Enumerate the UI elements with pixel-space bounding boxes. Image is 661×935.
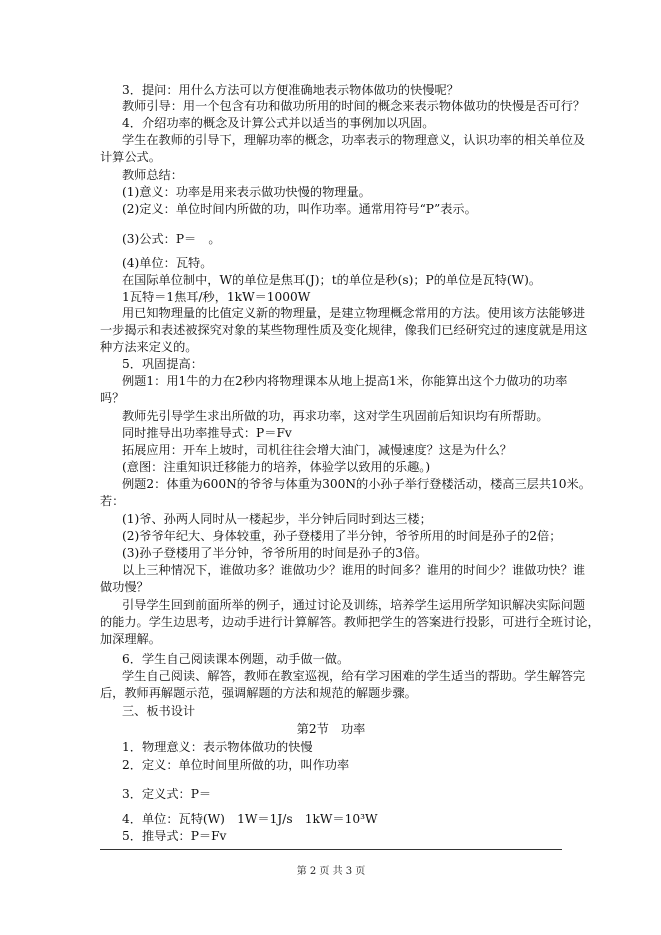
text-line: 1．物理意义：表示物体做功的快慢 — [122, 740, 313, 754]
text-line: 3．提问：用什么方法可以方便准确地表示物体做功的快慢呢？ — [122, 83, 459, 97]
text-line: 做功慢？ — [100, 580, 149, 594]
text-line: 4．介绍功率的概念及计算公式并以适当的事例加以巩固。 — [122, 116, 435, 130]
footer-divider — [100, 849, 562, 850]
text-line: 引导学生回到前面所举的例子，通过讨论及训练，培养学生运用所学知识解决实际问题 — [122, 598, 586, 612]
text-line: 以上三种情况下，谁做功多？谁做功少？谁用的时间多？谁用的时间少？谁做功快？谁 — [122, 563, 586, 577]
text-line: 在国际单位制中，W的单位是焦耳(J)；t的单位是秒(s)；P的单位是瓦特(W)。 — [122, 273, 542, 287]
text-line: 加深理解。 — [100, 632, 161, 646]
text-line: 教师引导：用一个包含有功和做功所用的时间的概念来表示物体做功的快慢是否可行？ — [122, 99, 586, 113]
text-line: (1)意义：功率是用来表示做功快慢的物理量。 — [122, 185, 371, 199]
text-line: 用已知物理量的比值定义新的物理量，是建立物理概念常用的方法。使用该方法能够进 — [122, 306, 586, 320]
text-line: (3)公式：P＝ 。 — [122, 232, 221, 246]
text-line: 三、板书设计 — [122, 704, 196, 718]
text-line: 教师总结： — [122, 168, 183, 182]
text-line: 拓展应用：开车上坡时，司机往往会增大油门，减慢速度？这是为什么？ — [122, 443, 512, 457]
text-line: 计算公式。 — [100, 150, 161, 164]
text-line: 1瓦特＝1焦耳/秒，1kW＝1000W — [122, 290, 311, 304]
text-line: (1)爷、孙两人同时从一楼起步，半分钟后同时到达三楼； — [122, 512, 432, 526]
text-line: 5．巩固提高： — [122, 357, 203, 371]
text-line: 后，教师再解题示范，强调解题的方法和规范的解题步骤。 — [100, 686, 417, 700]
text-line: 若： — [100, 494, 125, 508]
text-line: 4．单位：瓦特(W) 1W＝1J/s 1kW＝10³W — [122, 812, 378, 826]
text-line: (意图：注重知识迁移能力的培养，体验学以致用的乐趣。) — [122, 460, 431, 474]
text-line: (2)定义：单位时间内所做的功，叫作功率。通常用符号“P”表示。 — [122, 202, 477, 216]
text-line: 学生自己阅读、解答，教师在教室巡视，给有学习困难的学生适当的帮助。学生解答完 — [122, 669, 586, 683]
text-line: 种方法来定义的。 — [100, 340, 198, 354]
text-line: 同时推导出功率推导式：P＝Fv — [122, 426, 292, 440]
text-line: 一步揭示和表述被探究对象的某些物理性质及变化规律，像我们已经研究过的速度就是用这 — [100, 323, 588, 337]
text-line: 3．定义式：P＝ — [122, 787, 212, 801]
text-line: (4)单位：瓦特。 — [122, 256, 213, 270]
board-section-title: 第2节 功率 — [296, 722, 366, 736]
text-line: (2)爷爷年纪大、身体较重，孙子登楼用了半分钟，爷爷所用的时间是孙子的2倍； — [122, 529, 562, 543]
text-line: 例题2：体重为600N的爷爷与体重为300N的小孙子举行登楼活动，楼高三层共10米。 — [122, 477, 591, 491]
text-line: 例题1：用1牛的力在2秒内将物理课本从地上提高1米，你能算出这个力做功的功率 — [122, 374, 568, 388]
text-line: 教师先引导学生求出所做的功，再求功率，这对学生巩固前后知识均有所帮助。 — [122, 409, 549, 423]
text-line: (3)孙子登楼用了半分钟，爷爷所用的时间是孙子的3倍。 — [122, 546, 428, 560]
text-line: 2．定义：单位时间里所做的功，叫作功率 — [122, 758, 350, 772]
text-line: 吗？ — [100, 391, 125, 405]
text-line: 5．推导式：P＝Fv — [122, 829, 227, 843]
text-line: 6．学生自己阅读课本例题，动手做一做。 — [122, 652, 350, 666]
page-number: 第 2 页 共 3 页 — [296, 866, 366, 877]
text-line: 的能力。学生边思考，边动手进行计算解答。教师把学生的答案进行投影，可进行全班讨论， — [100, 615, 600, 629]
text-line: 学生在教师的引导下，理解功率的概念，功率表示的物理意义，认识功率的相关单位及 — [122, 133, 586, 147]
